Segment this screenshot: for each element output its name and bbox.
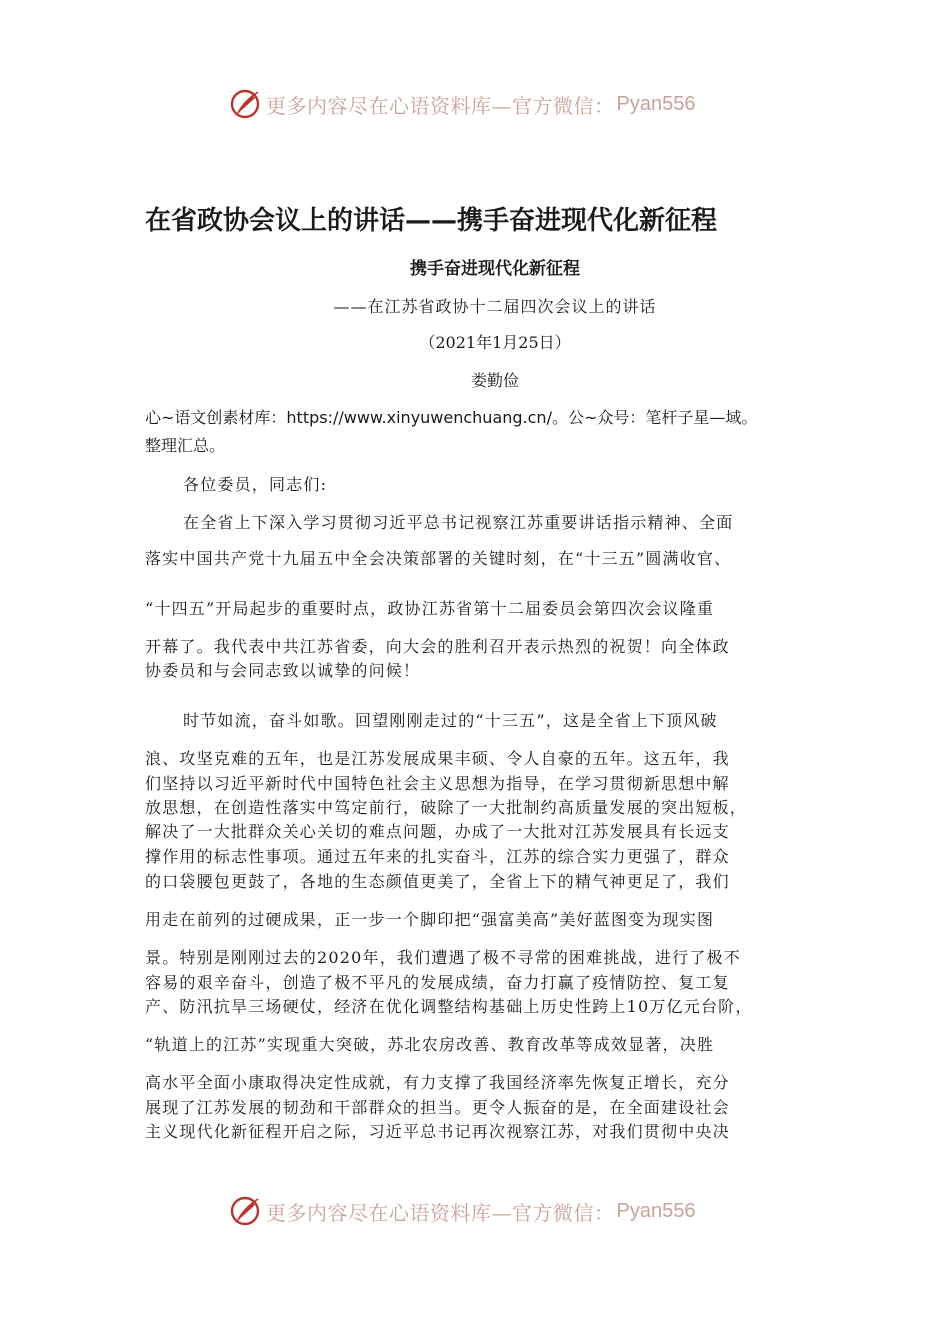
body-line: 放思想，在创造性落实中笃定前行，破除了一大批制约高质量发展的突出短板， — [145, 798, 748, 817]
body-line: 在全省上下深入学习贯彻习近平总书记视察江苏重要讲话指示精神、全面 — [183, 513, 734, 532]
banner-wechat-id: Pyan556 — [616, 92, 696, 115]
document-subtitle: 携手奋进现代化新征程 — [410, 259, 580, 279]
footer-watermark-banner — [228, 1193, 695, 1229]
body-line: 主义现代化新征程开启之际，习近平总书记再次视察江苏，对我们贯彻中央决 — [145, 1122, 730, 1141]
body-line: 撑作用的标志性事项。通过五年来的扎实奋斗，江苏的综合实力更强了，群众 — [145, 847, 730, 866]
speech-date: （2021年1月25日） — [419, 333, 571, 352]
body-line: 展现了江苏发展的韧劲和干部群众的担当。更令人振奋的是，在全面建设社会 — [145, 1098, 730, 1117]
source-note-line: 心~语文创素材库：https://www.xinyuwenchuang.cn/。公~众号：笔杆子星—域。 — [145, 408, 758, 427]
header-watermark-banner — [228, 86, 695, 122]
document-title: 在省政协会议上的讲话——携手奋进现代化新征程 — [145, 206, 718, 236]
banner-text: 更多内容尽在心语资料库—官方微信： — [266, 1200, 615, 1225]
source-note — [145, 404, 835, 460]
speech-author: 娄勤俭 — [470, 371, 519, 390]
body-line: 的口袋腰包更鼓了，各地的生态颜值更美了，全省上下的精气神更足了，我们 — [145, 872, 730, 891]
body-line: 产、防汛抗旱三场硬仗，经济在优化调整结构基础上历史性跨上10万亿元台阶， — [145, 997, 753, 1016]
banner-text: 更多内容尽在心语资料库—官方微信： — [266, 93, 615, 118]
body-line: “轨道上的江苏”实现重大突破，苏北农房改善、教育改革等成效显著，决胜 — [145, 1035, 715, 1054]
body-line: 协委员和与会同志致以诚挚的问候！ — [145, 661, 421, 680]
body-line: 们坚持以习近平新时代中国特色社会主义思想为指导，在学习贯彻新思想中解 — [145, 774, 730, 793]
quill-logo-icon — [228, 1194, 262, 1228]
banner-wechat-id: Pyan556 — [616, 1199, 696, 1222]
quill-logo-icon — [228, 87, 262, 121]
body-line: 用走在前列的过硬成果，正一步一个脚印把“强富美高”美好蓝图变为现实图 — [145, 910, 715, 929]
body-line: 浪、攻坚克难的五年，也是江苏发展成果丰硕、令人自豪的五年。这五年，我 — [145, 749, 730, 768]
body-line: 景。特别是刚刚过去的2020年，我们遭遇了极不寻常的困难挑战，进行了极不 — [145, 948, 741, 967]
body-line: 容易的艰辛奋斗，创造了极不平凡的发展成绩，奋力打赢了疫情防控、复工复 — [145, 973, 730, 992]
body-line: 开幕了。我代表中共江苏省委，向大会的胜利召开表示热烈的祝贺！向全体政 — [145, 637, 730, 656]
body-line: “十四五”开局起步的重要时点，政协江苏省第十二届委员会第四次会议隆重 — [145, 599, 715, 618]
body-line: 各位委员，同志们: — [183, 475, 328, 494]
body-line: 时节如流，奋斗如歌。回望刚刚走过的“十三五”，这是全省上下顶风破 — [183, 711, 718, 730]
source-note-line: 整理汇总。 — [145, 436, 226, 455]
body-line: 落实中国共产党十九届五中全会决策部署的关键时刻，在“十三五”圆满收官、 — [145, 549, 732, 568]
body-line: 解决了一大批群众关心关切的难点问题，办成了一大批对江苏发展具有长远支 — [145, 822, 730, 841]
body-line: 高水平全面小康取得决定性成就，有力支撑了我国经济率先恢复正增长，充分 — [145, 1073, 730, 1092]
speech-occasion: ——在江苏省政协十二届四次会议上的讲话 — [333, 297, 657, 316]
